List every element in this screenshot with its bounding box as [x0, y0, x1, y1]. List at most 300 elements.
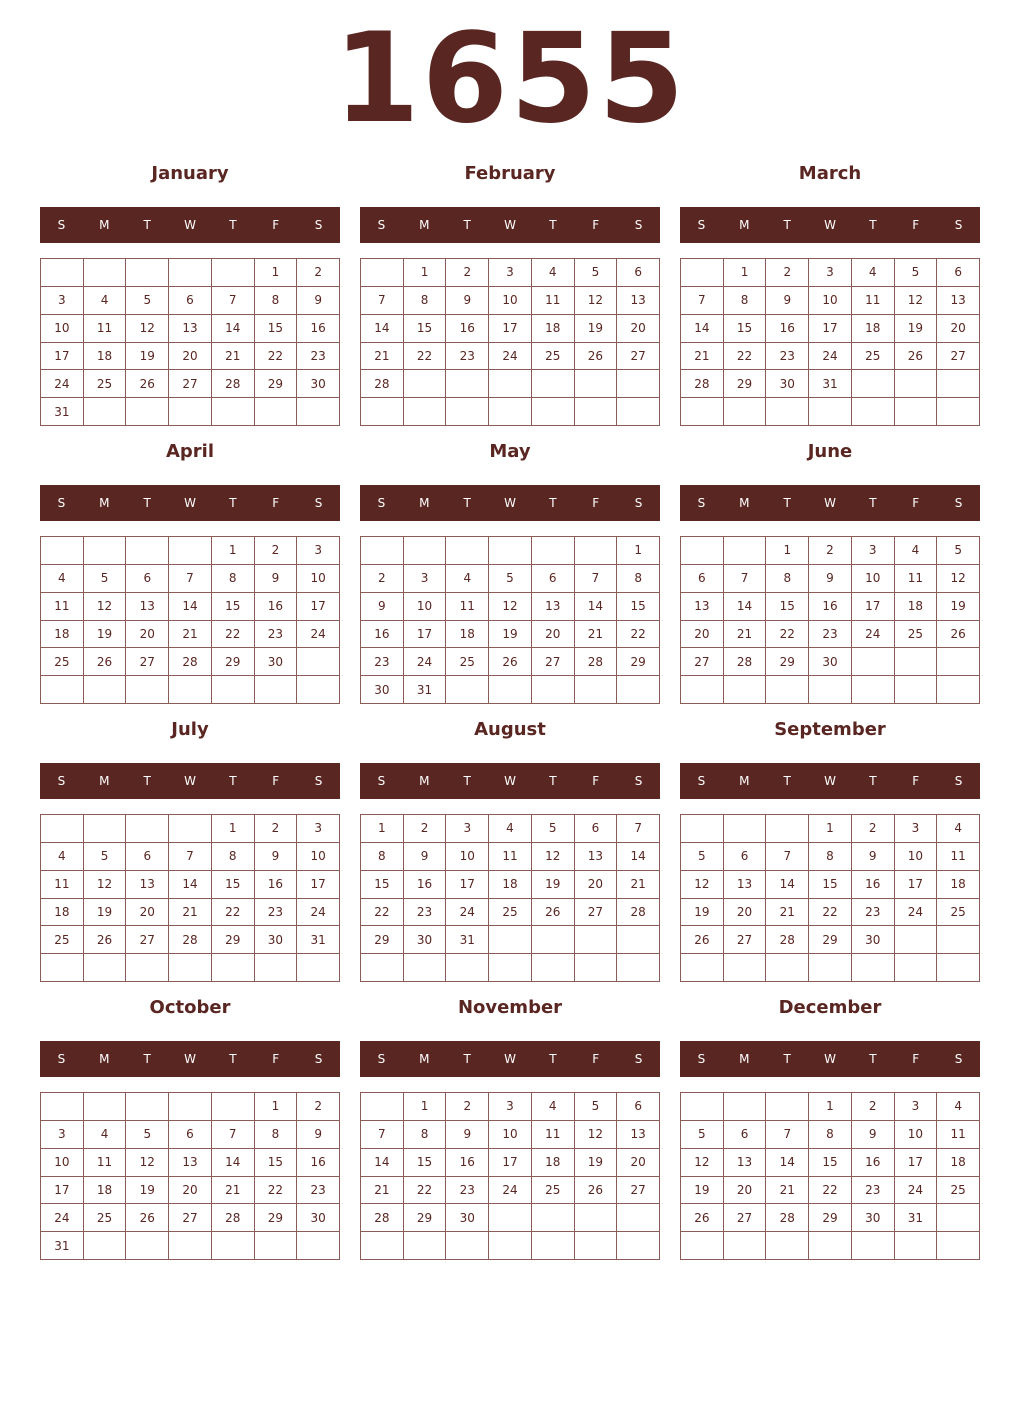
empty-cell — [724, 954, 767, 982]
day-cell: 2 — [297, 1093, 340, 1121]
day-cell: 2 — [809, 537, 852, 565]
day-cell: 8 — [255, 1121, 298, 1149]
empty-cell — [212, 1093, 255, 1121]
weekday-header — [680, 485, 980, 521]
day-cell: 27 — [937, 343, 980, 371]
day-cell: 29 — [617, 648, 660, 676]
day-cell: 21 — [766, 1177, 809, 1205]
month-name: September — [774, 719, 886, 740]
day-grid — [680, 536, 980, 704]
day-cell: 30 — [809, 648, 852, 676]
day-cell: 11 — [895, 565, 938, 593]
day-cell: 27 — [617, 343, 660, 371]
weekday-label: S — [954, 774, 963, 788]
empty-cell — [489, 398, 532, 426]
day-cell: 5 — [84, 565, 127, 593]
empty-cell — [361, 954, 404, 982]
empty-cell — [169, 1232, 212, 1260]
day-cell: 8 — [404, 1121, 447, 1149]
day-cell: 23 — [446, 1177, 489, 1205]
empty-cell — [84, 537, 127, 565]
empty-cell — [126, 676, 169, 704]
day-cell: 26 — [489, 648, 532, 676]
day-cell: 4 — [937, 1093, 980, 1121]
day-cell: 25 — [84, 370, 127, 398]
empty-cell — [446, 1232, 489, 1260]
day-cell: 4 — [489, 815, 532, 843]
day-cell: 16 — [852, 1149, 895, 1177]
empty-cell — [724, 398, 767, 426]
day-cell: 18 — [41, 621, 84, 649]
day-cell: 11 — [41, 871, 84, 899]
empty-cell — [766, 398, 809, 426]
weekday-label: W — [184, 1052, 196, 1066]
day-cell: 11 — [489, 843, 532, 871]
month-name: January — [151, 163, 229, 184]
weekday-label: T — [549, 1052, 557, 1066]
day-cell: 24 — [489, 1177, 532, 1205]
day-cell: 8 — [766, 565, 809, 593]
empty-cell — [681, 676, 724, 704]
empty-cell — [852, 1232, 895, 1260]
month-name: May — [489, 441, 531, 462]
weekday-label: W — [504, 774, 516, 788]
day-cell: 17 — [489, 315, 532, 343]
weekday-label: F — [592, 774, 600, 788]
weekday-label: T — [869, 496, 877, 510]
day-cell: 14 — [169, 871, 212, 899]
day-cell: 31 — [404, 676, 447, 704]
empty-cell — [126, 398, 169, 426]
day-cell: 23 — [297, 343, 340, 371]
day-cell: 13 — [724, 871, 767, 899]
day-cell: 27 — [169, 370, 212, 398]
empty-cell — [212, 676, 255, 704]
day-cell: 19 — [84, 621, 127, 649]
day-cell: 27 — [575, 899, 618, 927]
day-cell: 28 — [169, 926, 212, 954]
day-grid — [360, 814, 660, 982]
day-cell: 25 — [937, 1177, 980, 1205]
empty-cell — [937, 398, 980, 426]
day-cell: 15 — [809, 1149, 852, 1177]
day-cell: 31 — [895, 1204, 938, 1232]
day-cell: 7 — [212, 1121, 255, 1149]
empty-cell — [575, 1232, 618, 1260]
empty-cell — [126, 1093, 169, 1121]
day-cell: 17 — [297, 593, 340, 621]
day-cell: 21 — [169, 621, 212, 649]
day-cell: 4 — [895, 537, 938, 565]
day-cell: 7 — [361, 1121, 404, 1149]
day-cell: 17 — [852, 593, 895, 621]
weekday-header — [40, 207, 340, 243]
day-cell: 8 — [212, 843, 255, 871]
day-cell: 24 — [852, 621, 895, 649]
day-cell: 24 — [809, 343, 852, 371]
day-cell: 5 — [575, 259, 618, 287]
empty-cell — [724, 1093, 767, 1121]
day-cell: 18 — [84, 1177, 127, 1205]
weekday-label: T — [229, 218, 237, 232]
day-cell: 12 — [84, 871, 127, 899]
day-cell: 15 — [617, 593, 660, 621]
day-cell: 15 — [212, 871, 255, 899]
empty-cell — [724, 1232, 767, 1260]
day-cell: 6 — [937, 259, 980, 287]
day-grid — [40, 814, 340, 982]
empty-cell — [404, 1232, 447, 1260]
empty-cell — [852, 370, 895, 398]
day-cell: 10 — [489, 1121, 532, 1149]
day-cell: 9 — [404, 843, 447, 871]
day-cell: 9 — [297, 287, 340, 315]
empty-cell — [895, 926, 938, 954]
day-cell: 25 — [41, 926, 84, 954]
empty-cell — [41, 954, 84, 982]
day-cell: 5 — [489, 565, 532, 593]
empty-cell — [895, 676, 938, 704]
day-cell: 16 — [255, 871, 298, 899]
empty-cell — [212, 1232, 255, 1260]
day-cell: 20 — [169, 1177, 212, 1205]
day-cell: 27 — [169, 1204, 212, 1232]
day-cell: 16 — [361, 621, 404, 649]
day-cell: 10 — [446, 843, 489, 871]
empty-cell — [489, 1232, 532, 1260]
day-cell: 28 — [766, 1204, 809, 1232]
empty-cell — [575, 676, 618, 704]
weekday-label: M — [419, 496, 430, 510]
empty-cell — [617, 676, 660, 704]
empty-cell — [617, 954, 660, 982]
empty-cell — [852, 676, 895, 704]
day-cell: 23 — [361, 648, 404, 676]
day-cell: 19 — [575, 1149, 618, 1177]
day-cell: 29 — [404, 1204, 447, 1232]
day-cell: 12 — [937, 565, 980, 593]
empty-cell — [575, 926, 618, 954]
day-cell: 26 — [84, 648, 127, 676]
weekday-header — [360, 763, 660, 799]
empty-cell — [84, 1232, 127, 1260]
day-cell: 4 — [84, 287, 127, 315]
day-cell: 10 — [41, 1149, 84, 1177]
day-cell: 12 — [895, 287, 938, 315]
weekday-label: S — [634, 496, 643, 510]
weekday-label: S — [954, 496, 963, 510]
weekday-label: W — [184, 218, 196, 232]
empty-cell — [766, 1093, 809, 1121]
empty-cell — [532, 370, 575, 398]
empty-cell — [809, 1232, 852, 1260]
day-cell: 23 — [852, 899, 895, 927]
day-cell: 28 — [766, 926, 809, 954]
weekday-label: T — [783, 218, 791, 232]
day-cell: 11 — [84, 315, 127, 343]
empty-cell — [724, 537, 767, 565]
empty-cell — [575, 954, 618, 982]
empty-cell — [169, 676, 212, 704]
day-cell: 11 — [532, 1121, 575, 1149]
day-cell: 2 — [297, 259, 340, 287]
day-cell: 3 — [895, 815, 938, 843]
empty-cell — [255, 954, 298, 982]
weekday-header — [360, 207, 660, 243]
weekday-label: T — [229, 496, 237, 510]
day-cell: 15 — [724, 315, 767, 343]
empty-cell — [84, 398, 127, 426]
weekday-label: M — [739, 496, 750, 510]
weekday-label: T — [869, 1052, 877, 1066]
day-cell: 19 — [126, 343, 169, 371]
weekday-label: T — [549, 496, 557, 510]
day-cell: 16 — [255, 593, 298, 621]
day-cell: 3 — [41, 287, 84, 315]
day-cell: 20 — [724, 1177, 767, 1205]
day-cell: 28 — [212, 370, 255, 398]
day-cell: 3 — [404, 565, 447, 593]
empty-cell — [212, 954, 255, 982]
weekday-label: S — [634, 774, 643, 788]
empty-cell — [361, 1232, 404, 1260]
weekday-label: S — [314, 1052, 323, 1066]
day-cell: 29 — [255, 370, 298, 398]
day-cell: 2 — [404, 815, 447, 843]
day-cell: 4 — [532, 259, 575, 287]
day-cell: 5 — [84, 843, 127, 871]
day-cell: 5 — [681, 843, 724, 871]
empty-cell — [532, 537, 575, 565]
day-cell: 2 — [361, 565, 404, 593]
day-cell: 20 — [937, 315, 980, 343]
day-cell: 13 — [126, 593, 169, 621]
day-cell: 2 — [852, 1093, 895, 1121]
empty-cell — [404, 954, 447, 982]
day-cell: 19 — [575, 315, 618, 343]
day-cell: 11 — [446, 593, 489, 621]
empty-cell — [255, 398, 298, 426]
empty-cell — [169, 954, 212, 982]
weekday-label: T — [783, 496, 791, 510]
day-cell: 1 — [361, 815, 404, 843]
empty-cell — [126, 537, 169, 565]
empty-cell — [895, 1232, 938, 1260]
day-grid — [40, 536, 340, 704]
weekday-header — [680, 1041, 980, 1077]
empty-cell — [895, 398, 938, 426]
day-cell: 6 — [724, 1121, 767, 1149]
day-cell: 15 — [255, 1149, 298, 1177]
day-cell: 25 — [937, 899, 980, 927]
day-cell: 28 — [212, 1204, 255, 1232]
day-cell: 1 — [809, 1093, 852, 1121]
day-cell: 17 — [489, 1149, 532, 1177]
day-cell: 23 — [852, 1177, 895, 1205]
day-cell: 19 — [895, 315, 938, 343]
day-cell: 26 — [895, 343, 938, 371]
month-name: March — [798, 163, 862, 184]
day-cell: 27 — [617, 1177, 660, 1205]
day-cell: 22 — [361, 899, 404, 927]
empty-cell — [532, 398, 575, 426]
day-cell: 13 — [126, 871, 169, 899]
weekday-label: T — [549, 218, 557, 232]
day-cell: 20 — [575, 871, 618, 899]
day-cell: 9 — [361, 593, 404, 621]
day-cell: 27 — [126, 926, 169, 954]
day-cell: 9 — [809, 565, 852, 593]
day-cell: 5 — [126, 1121, 169, 1149]
day-cell: 22 — [404, 1177, 447, 1205]
day-cell: 30 — [766, 370, 809, 398]
day-cell: 12 — [681, 1149, 724, 1177]
day-cell: 29 — [255, 1204, 298, 1232]
day-cell: 10 — [489, 287, 532, 315]
day-cell: 3 — [489, 259, 532, 287]
weekday-label: S — [377, 774, 386, 788]
day-cell: 23 — [404, 899, 447, 927]
empty-cell — [575, 370, 618, 398]
empty-cell — [126, 1232, 169, 1260]
weekday-label: S — [314, 774, 323, 788]
day-cell: 3 — [297, 537, 340, 565]
day-cell: 6 — [126, 843, 169, 871]
weekday-label: M — [739, 774, 750, 788]
day-cell: 2 — [852, 815, 895, 843]
day-cell: 25 — [852, 343, 895, 371]
empty-cell — [532, 1232, 575, 1260]
weekday-label: M — [419, 218, 430, 232]
weekday-label: T — [463, 1052, 471, 1066]
day-cell: 1 — [212, 815, 255, 843]
empty-cell — [84, 1093, 127, 1121]
day-cell: 24 — [895, 899, 938, 927]
day-cell: 5 — [895, 259, 938, 287]
day-cell: 30 — [446, 1204, 489, 1232]
month-name: April — [165, 441, 215, 462]
empty-cell — [489, 370, 532, 398]
weekday-label: F — [912, 218, 920, 232]
day-cell: 17 — [895, 871, 938, 899]
day-cell: 10 — [297, 843, 340, 871]
day-cell: 27 — [126, 648, 169, 676]
day-cell: 9 — [297, 1121, 340, 1149]
day-cell: 26 — [937, 621, 980, 649]
weekday-label: S — [954, 218, 963, 232]
weekday-label: W — [504, 496, 516, 510]
day-cell: 21 — [361, 343, 404, 371]
day-cell: 2 — [446, 259, 489, 287]
empty-cell — [617, 1204, 660, 1232]
day-cell: 1 — [255, 1093, 298, 1121]
empty-cell — [41, 1093, 84, 1121]
day-cell: 22 — [617, 621, 660, 649]
empty-cell — [937, 1232, 980, 1260]
day-cell: 20 — [532, 621, 575, 649]
day-cell: 27 — [681, 648, 724, 676]
empty-cell — [937, 370, 980, 398]
day-cell: 18 — [852, 315, 895, 343]
empty-cell — [84, 815, 127, 843]
day-cell: 16 — [297, 1149, 340, 1177]
weekday-label: T — [869, 774, 877, 788]
day-cell: 31 — [297, 926, 340, 954]
empty-cell — [126, 259, 169, 287]
day-cell: 20 — [681, 621, 724, 649]
empty-cell — [126, 954, 169, 982]
empty-cell — [255, 676, 298, 704]
day-grid — [40, 1092, 340, 1260]
empty-cell — [766, 815, 809, 843]
day-cell: 20 — [617, 315, 660, 343]
day-cell: 27 — [532, 648, 575, 676]
day-cell: 20 — [126, 899, 169, 927]
day-cell: 1 — [809, 815, 852, 843]
day-cell: 5 — [575, 1093, 618, 1121]
month-name: February — [464, 163, 556, 184]
day-cell: 15 — [212, 593, 255, 621]
day-cell: 31 — [41, 398, 84, 426]
day-cell: 11 — [937, 843, 980, 871]
empty-cell — [41, 259, 84, 287]
day-cell: 29 — [212, 648, 255, 676]
day-cell: 26 — [126, 1204, 169, 1232]
day-cell: 17 — [446, 871, 489, 899]
empty-cell — [212, 398, 255, 426]
day-cell: 31 — [809, 370, 852, 398]
empty-cell — [532, 1204, 575, 1232]
day-cell: 14 — [766, 871, 809, 899]
day-cell: 30 — [404, 926, 447, 954]
empty-cell — [84, 954, 127, 982]
weekday-label: S — [697, 1052, 706, 1066]
day-cell: 5 — [681, 1121, 724, 1149]
empty-cell — [84, 259, 127, 287]
day-cell: 6 — [532, 565, 575, 593]
day-cell: 23 — [255, 621, 298, 649]
day-cell: 17 — [404, 621, 447, 649]
year-title: 1655 — [333, 7, 687, 151]
weekday-label: S — [314, 218, 323, 232]
day-cell: 21 — [617, 871, 660, 899]
day-grid — [360, 536, 660, 704]
day-cell: 9 — [446, 287, 489, 315]
empty-cell — [724, 815, 767, 843]
day-cell: 25 — [532, 1177, 575, 1205]
day-cell: 15 — [809, 871, 852, 899]
empty-cell — [255, 1232, 298, 1260]
weekday-label: F — [592, 218, 600, 232]
weekday-label: T — [463, 496, 471, 510]
weekday-label: F — [592, 1052, 600, 1066]
empty-cell — [937, 676, 980, 704]
weekday-label: W — [184, 774, 196, 788]
weekday-label: S — [57, 1052, 66, 1066]
day-cell: 11 — [852, 287, 895, 315]
weekday-label: S — [377, 1052, 386, 1066]
weekday-label: S — [697, 218, 706, 232]
day-cell: 29 — [809, 1204, 852, 1232]
weekday-label: W — [824, 1052, 836, 1066]
day-cell: 26 — [681, 1204, 724, 1232]
empty-cell — [297, 954, 340, 982]
weekday-label: M — [99, 1052, 110, 1066]
day-cell: 29 — [212, 926, 255, 954]
day-cell: 14 — [169, 593, 212, 621]
day-cell: 8 — [255, 287, 298, 315]
day-cell: 19 — [84, 899, 127, 927]
